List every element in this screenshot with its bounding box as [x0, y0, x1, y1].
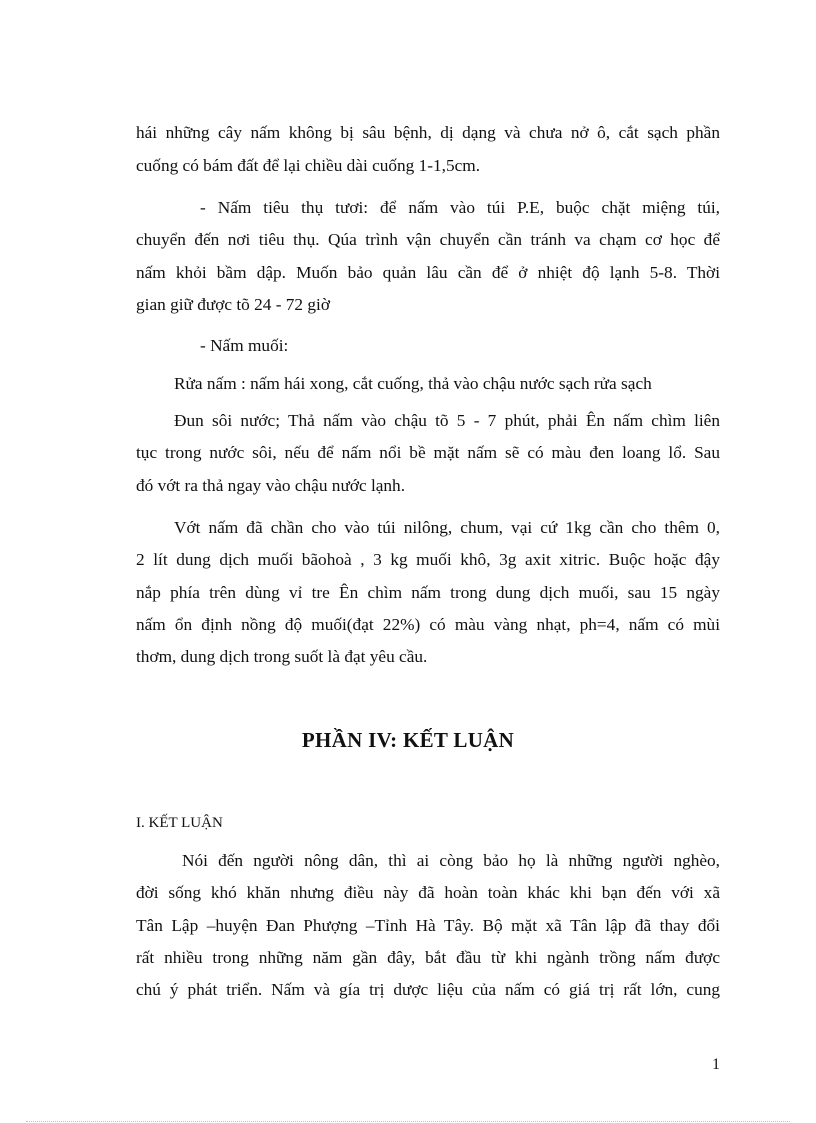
- paragraph-line: nấm khỏi bầm dập. Muốn bảo quản lâu cần để ở nhiệt độ lạnh 5-8. Thời: [136, 263, 720, 282]
- paragraph-line: tục trong nước sôi, nếu để nấm nổi bề mặt nấm sẽ có màu đen loang lổ. Sau: [136, 443, 720, 462]
- page-number: 1: [712, 1056, 720, 1073]
- paragraph-line: nấm ổn định nồng độ muối(đạt 22%) có màu vàng nhạt, ph=4, nấm có mùi: [136, 615, 720, 634]
- paragraph-line: Tân Lập –huyện Đan Phượng –Tỉnh Hà Tây. Bộ mặt xã Tân lập đã thay đổi: [136, 916, 720, 935]
- paragraph-line: Rửa nấm : nấm hái xong, cắt cuống, thả vào chậu nước sạch rửa sạch: [174, 374, 652, 393]
- subsection-heading: I. KẾT LUẬN: [136, 815, 223, 831]
- paragraph-line: chú ý phát triển. Nấm và gía trị dược liệu của nấm có giá trị rất lớn, cung: [136, 980, 720, 999]
- footer-divider: [26, 1121, 790, 1122]
- paragraph-line: hái những cây nấm không bị sâu bệnh, dị dạng và chưa nở ô, cắt sạch phần: [136, 123, 720, 142]
- paragraph-line: - Nấm tiêu thụ tươi: để nấm vào túi P.E, buộc chặt miệng túi,: [200, 198, 720, 217]
- section-heading: PHẦN IV: KẾT LUẬN: [301, 728, 515, 752]
- paragraph-line: đời sống khó khăn nhưng điều này đã hoàn toàn khác khi bạn đến với xã: [136, 883, 720, 902]
- paragraph-line: đó vớt ra thả ngay vào chậu nước lạnh.: [136, 476, 406, 495]
- paragraph-line: chuyển đến nơi tiêu thụ. Qúa trình vận chuyển cần tránh va chạm cơ học để: [136, 230, 720, 249]
- paragraph-line: nắp phía trên dùng vỉ tre Ên chìm nấm trong dung dịch muối, sau 15 ngày: [136, 583, 720, 602]
- paragraph-line: Đun sôi nước; Thả nấm vào chậu tõ 5 - 7 phút, phải Ên nấm chìm liên: [174, 411, 720, 430]
- paragraph-line: cuống có bám đất để lại chiều dài cuống 1-1,5cm.: [136, 156, 481, 175]
- paragraph-line: Vớt nấm đã chần cho vào túi nilông, chum, vại cứ 1kg cần cho thêm 0,: [174, 518, 720, 537]
- list-label: - Nấm muối:: [200, 336, 289, 355]
- paragraph-line: thơm, dung dịch trong suốt là đạt yêu cầu.: [136, 647, 428, 666]
- paragraph-line: 2 lít dung dịch muối bãohoà , 3 kg muối khô, 3g axit xitric. Buộc hoặc đậy: [136, 550, 720, 569]
- paragraph-line: gian giữ được tõ 24 - 72 giờ: [136, 295, 330, 314]
- paragraph-line: Nói đến người nông dân, thì ai còng bảo họ là những người nghèo,: [182, 851, 720, 870]
- paragraph-line: rất nhiều trong những năm gần đây, bắt đầu từ khi ngành trồng nấm được: [136, 948, 720, 967]
